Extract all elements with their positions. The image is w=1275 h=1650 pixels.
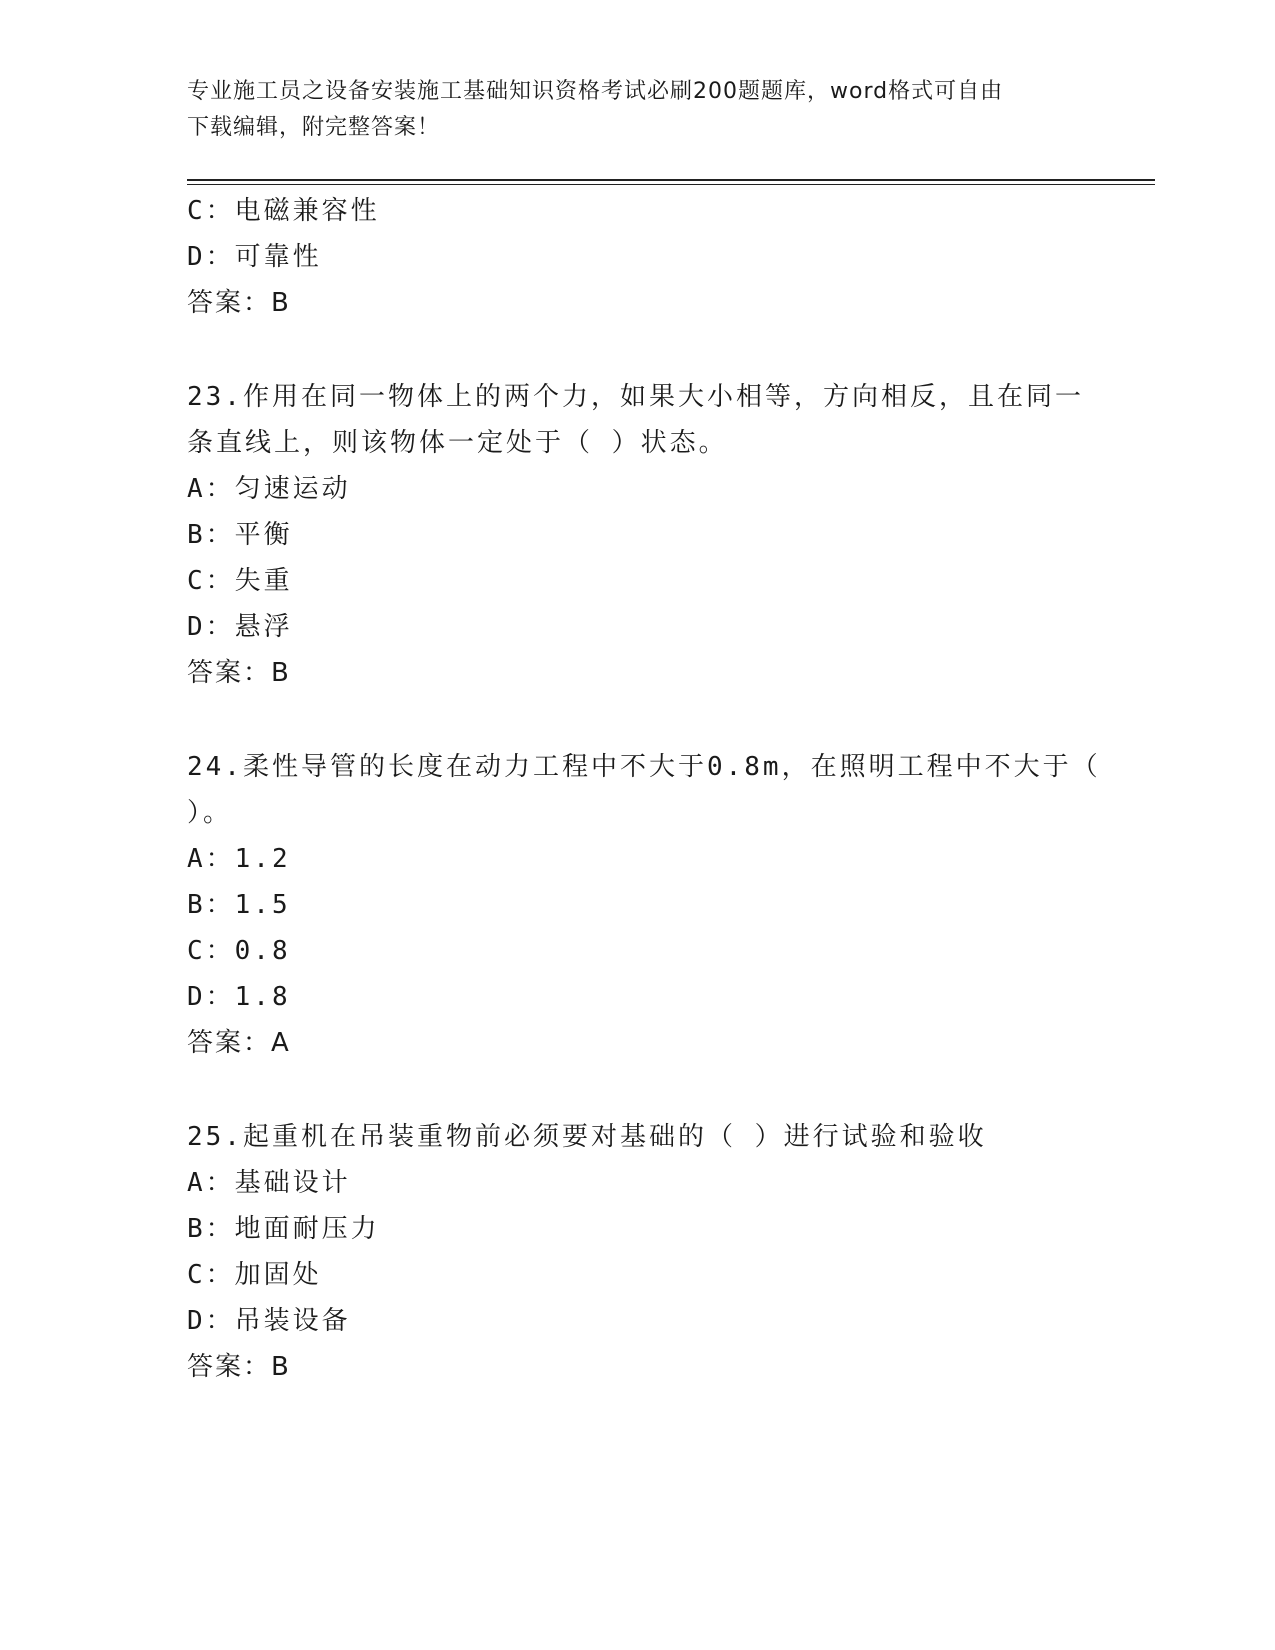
question-23 xyxy=(187,374,1087,696)
question-list xyxy=(187,188,1101,1390)
question-22 xyxy=(187,188,1087,326)
option-d: D：可靠性 xyxy=(187,242,322,272)
header-line-2: 下载编辑，附完整答案！ xyxy=(187,115,441,140)
option-c: C：电磁兼容性 xyxy=(187,196,380,226)
option-d: D：1.8 xyxy=(187,982,291,1012)
question-stem-continued: ）。 xyxy=(187,798,233,828)
header-rule-thick xyxy=(187,179,1155,181)
answer: 答案：A xyxy=(187,1028,291,1058)
header-line-1: 专业施工员之设备安装施工基础知识资格考试必刷200题题库，word格式可自由 xyxy=(187,79,1004,104)
option-c: C：0.8 xyxy=(187,936,291,966)
option-c: C：失重 xyxy=(187,566,293,596)
option-b: B：平衡 xyxy=(187,520,293,550)
option-a: A：基础设计 xyxy=(187,1168,351,1198)
option-a: A：1.2 xyxy=(187,844,291,874)
answer: 答案：B xyxy=(187,1352,291,1382)
option-b: B：1.5 xyxy=(187,890,291,920)
question-stem-continued: 条直线上，则该物体一定处于（ ）状态。 xyxy=(187,428,728,458)
header-rule-thin xyxy=(187,184,1155,185)
spacer xyxy=(187,326,1087,374)
question-stem: 23.作用在同一物体上的两个力，如果大小相等，方向相反，且在同一 xyxy=(187,382,1084,412)
question-25 xyxy=(187,1114,1087,1390)
spacer xyxy=(187,1066,1087,1114)
question-stem: 24.柔性导管的长度在动力工程中不大于0.8m，在照明工程中不大于（ xyxy=(187,752,1101,782)
document-header xyxy=(187,74,1067,146)
spacer xyxy=(187,696,1087,744)
option-c: C：加固处 xyxy=(187,1260,322,1290)
answer: 答案：B xyxy=(187,288,291,318)
answer: 答案：B xyxy=(187,658,291,688)
option-d: D：吊装设备 xyxy=(187,1306,351,1336)
option-d: D：悬浮 xyxy=(187,612,293,642)
question-24 xyxy=(187,744,1101,1066)
option-a: A：匀速运动 xyxy=(187,474,351,504)
option-b: B：地面耐压力 xyxy=(187,1214,380,1244)
question-stem: 25.起重机在吊装重物前必须要对基础的（ ）进行试验和验收 xyxy=(187,1122,987,1152)
